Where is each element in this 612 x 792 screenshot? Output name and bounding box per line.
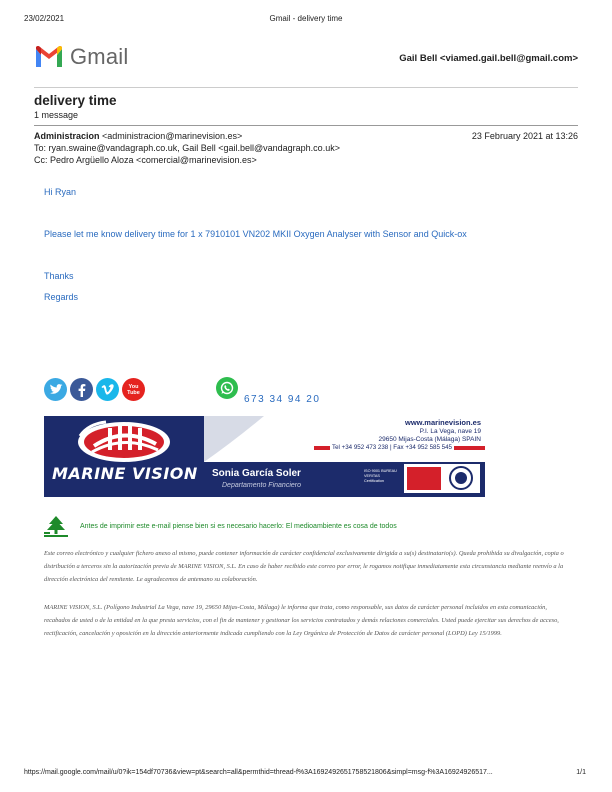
gmail-logo-text: Gmail [70,44,129,69]
youtube-label: You Tube [127,383,140,396]
tree-icon [44,515,68,537]
banner-website[interactable]: www.marinevision.es [405,418,481,427]
sender-name: Administracion [34,131,100,141]
banner-address-1: P.I. La Vega, nave 19 [419,428,481,435]
youtube-icon[interactable] [122,378,145,401]
recipients-cc: Cc: Pedro Argüello Aloza <comercial@marinevision.es> [34,155,257,165]
whatsapp-icon[interactable] [216,377,238,399]
banner-contact: Tel +34 952 473 238 | Fax +34 952 585 545 [332,444,452,451]
body-regards: Regards [44,292,79,302]
sender [34,131,242,141]
sender-email: <administracion@marinevision.es> [102,131,243,141]
eco-notice: Antes de imprimir este e-mail piense bien si es necesario hacerlo: El medioambiente es cosa de todos [80,523,397,530]
thread-subject: delivery time [34,93,117,108]
vimeo-icon[interactable] [96,378,119,401]
body-greeting: Hi Ryan [44,187,77,197]
print-title: Gmail - delivery time [269,14,343,23]
divider [34,87,578,88]
banner-brand: MARINE VISION [52,464,198,483]
print-page-number: 1/1 [576,769,586,776]
account-label: Gail Bell <viamed.gail.bell@gmail.com> [399,53,578,64]
divider [34,125,578,126]
disclaimer-data-protection: MARINE VISION, S.L. (Polígono Industrial La Vega, nave 19, 29650 Mijas-Costa, Málaga) le informa que trata, como responsable, sus datos de carácter personal incluidos en esta comunicación, recabados de usted o de la entidad en la que presta servicios, con el fin de mantener y gestionar los servicios contratados y demás relaciones comerciales. Usted puede ejercitar sus derechos de acceso, rectificación, cancelación y oposición en la dirección anteriormente indicada cumpliendo con la Ley Orgánica de Protección de Datos de carácter personal (LOPD) Ley 15/1999. [44,604,559,637]
banner-cert-text: ISO 9001 BUREAU VERITAS Certification [364,469,397,483]
print-date: 23/02/2021 [24,14,65,23]
banner-address-2: 29650 Mijas-Costa (Málaga) SPAIN [378,436,481,443]
social-icons [44,378,145,401]
recipients-to: To: ryan.swaine@vandagraph.co.uk, Gail Bell <gail.bell@vandagraph.co.uk> [34,143,340,153]
print-url: https://mail.google.com/mail/u/0?ik=154df70736&view=pt&search=all&permthid=thread-f%3A1692492651758521806&simpl=msg-f%3A16924926517... [24,769,493,776]
marine-vision-banner [44,416,485,497]
body-thanks: Thanks [44,271,74,281]
facebook-icon[interactable] [70,378,93,401]
message-count: 1 message [34,110,79,120]
gmail-logo [34,44,128,70]
message-date: 23 February 2021 at 13:26 [471,131,578,141]
signature-phone[interactable]: 673 34 94 20 [244,394,321,405]
banner-person-name: Sonia García Soler [212,468,301,479]
body-request: Please let me know delivery time for 1 x 7910101 VN202 MKII Oxygen Analyser with Sensor and Quick-ox [44,229,467,239]
gmail-m-icon [34,45,64,69]
banner-person-role: Departamento Financiero [222,482,301,489]
twitter-icon[interactable] [44,378,67,401]
disclaimer-confidentiality: Este correo electrónico y cualquier fichero anexo al mismo, puede contener información de carácter confidencial exclusivamente dirigida a su(s) destinatario(s). Queda prohibida su divulgación, copia o distribución a terceros sin la autorización previa de MARINE VISION, S.L. En caso de haber recibido este correo por error, le rogamos notifique inmediatamente esta circunstancia mediante reenvío a la dirección electrónica del remitente. Le agradecemos de antemano su colaboración. [44,550,564,583]
